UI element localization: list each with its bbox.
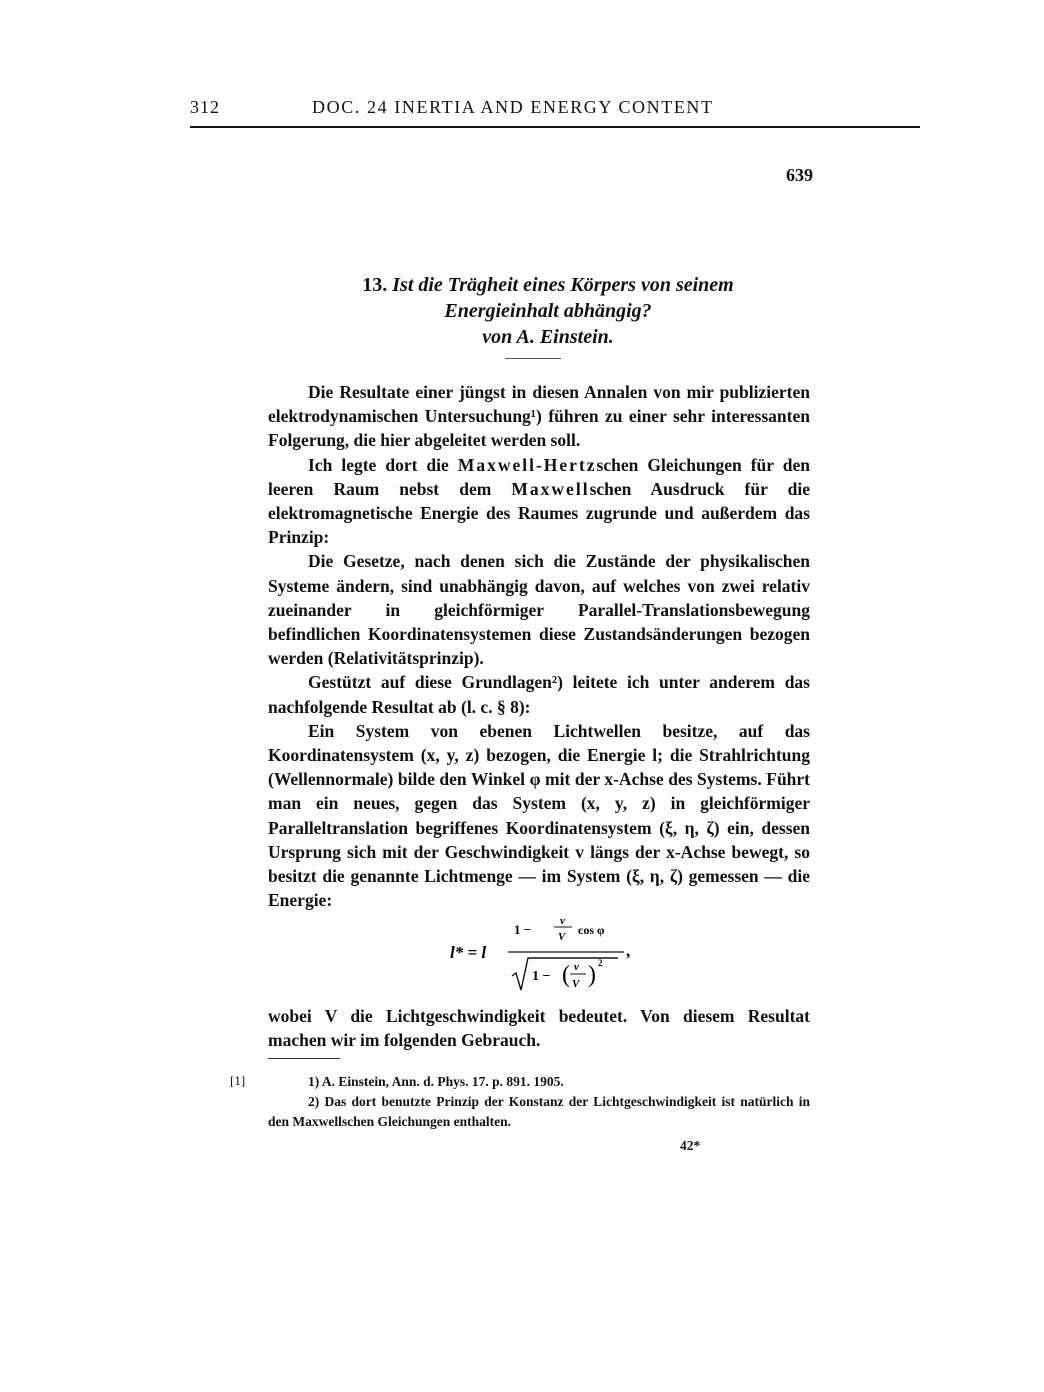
footnote-2: 2) Das dort benutzte Prinzip der Konstanz der Lichtgeschwindigkeit ist natürlich in den Maxwellschen Gleichungen enthalten.	[268, 1094, 810, 1129]
body-text	[268, 380, 810, 912]
formula-num-V: V	[558, 931, 566, 943]
p2-name-2: Maxwell	[511, 478, 590, 499]
paragraph-5: Ein System von ebenen Lichtwellen besitze, auf das Koordinatensystem (x, y, z) bezogen, die Energie l; die Strahlrichtung (Wellennormale) bilde den Winkel φ mit der x-Achse des Systems. Führt man ein neues, gegen das System (x, y, z) in gleichförmiger Paralleltranslation begriffenes Koordinatensystem (ξ, η, ζ) ein, dessen Ursprung sich mit der Geschwindigkeit v längs der x-Achse bewegt, so besitzt die genannte Lichtmenge — im System (ξ, η, ζ) gemessen — die Energie:	[268, 720, 810, 911]
closing-text	[268, 1004, 810, 1052]
footnotes	[268, 1072, 810, 1132]
formula-den-paren-l: (	[562, 962, 570, 988]
formula-den-paren-r: )	[588, 962, 596, 988]
title-text-1: Ist die Trägheit eines Körpers von seinem	[392, 274, 734, 296]
running-title: DOC. 24 INERTIA AND ENERGY CONTENT	[312, 97, 714, 117]
article-title	[268, 272, 828, 350]
footnote-rule	[268, 1058, 340, 1059]
energy-formula	[450, 912, 650, 994]
formula-den-v: v	[574, 961, 579, 973]
page-number: 312	[190, 97, 220, 117]
paragraph-3: Die Gesetze, nach denen sich die Zustände der physikalischen Systeme ändern, sind unabhängig davon, auf welches von zwei relativ zueinander in gleichförmiger Parallel-Translationsbewegung befindlichen Koordinatensystemen diese Zustandsänderungen bezogen werden (Relativitätsprinzip).	[268, 551, 810, 669]
p2-part-b: schen Gleichungen für den leeren Raum nebst dem	[268, 454, 810, 499]
footnote-1: 1) A. Einstein, Ann. d. Phys. 17. p. 891. 1905.	[308, 1074, 564, 1089]
title-line-2: Energieinhalt abhängig?	[444, 300, 652, 322]
p2-name-1: Maxwell-Hertz	[457, 454, 597, 475]
title-line-1	[268, 272, 828, 298]
original-page-number: 639	[786, 165, 813, 185]
byline: von A. Einstein.	[482, 326, 614, 348]
p2-part-c: schen Ausdruck für die elektromagnetische Energie des Raumes zugrunde und außerdem das Prinzip:	[268, 478, 810, 548]
formula-num-cos: cos φ	[578, 923, 605, 937]
signature-mark: 42*	[680, 1138, 701, 1153]
paragraph-1: Die Resultate einer jüngst in diesen Annalen von mir publizierten elektrodynamischen Untersuchung¹) führen zu einer sehr interessanten Folgerung, die hier abgeleitet werden soll.	[268, 382, 810, 451]
formula-num-v: v	[560, 915, 565, 927]
title-rule	[505, 358, 561, 359]
formula-num-one: 1 −	[514, 922, 532, 937]
formula-comma: ,	[626, 941, 631, 960]
formula-den-one: 1 −	[532, 969, 551, 984]
paragraph-6: wobei V die Lichtgeschwindigkeit bedeutet. Von diesem Resultat machen wir im folgenden Gebrauch.	[268, 1006, 810, 1051]
article-number: 13.	[362, 274, 388, 296]
p2-part-a: Ich legte dort die	[308, 454, 458, 475]
formula-den-V: V	[572, 978, 580, 990]
formula-lhs: l* = l	[450, 943, 487, 962]
formula-den-exp: 2	[598, 958, 603, 968]
paragraph-2	[268, 453, 810, 550]
editorial-margin-note: [1]	[230, 1073, 246, 1088]
paragraph-4: Gestützt auf diese Grundlagen²) leitete ich unter anderem das nachfolgende Resultat ab (l. c. § 8):	[268, 672, 810, 717]
header-rule	[190, 126, 920, 128]
